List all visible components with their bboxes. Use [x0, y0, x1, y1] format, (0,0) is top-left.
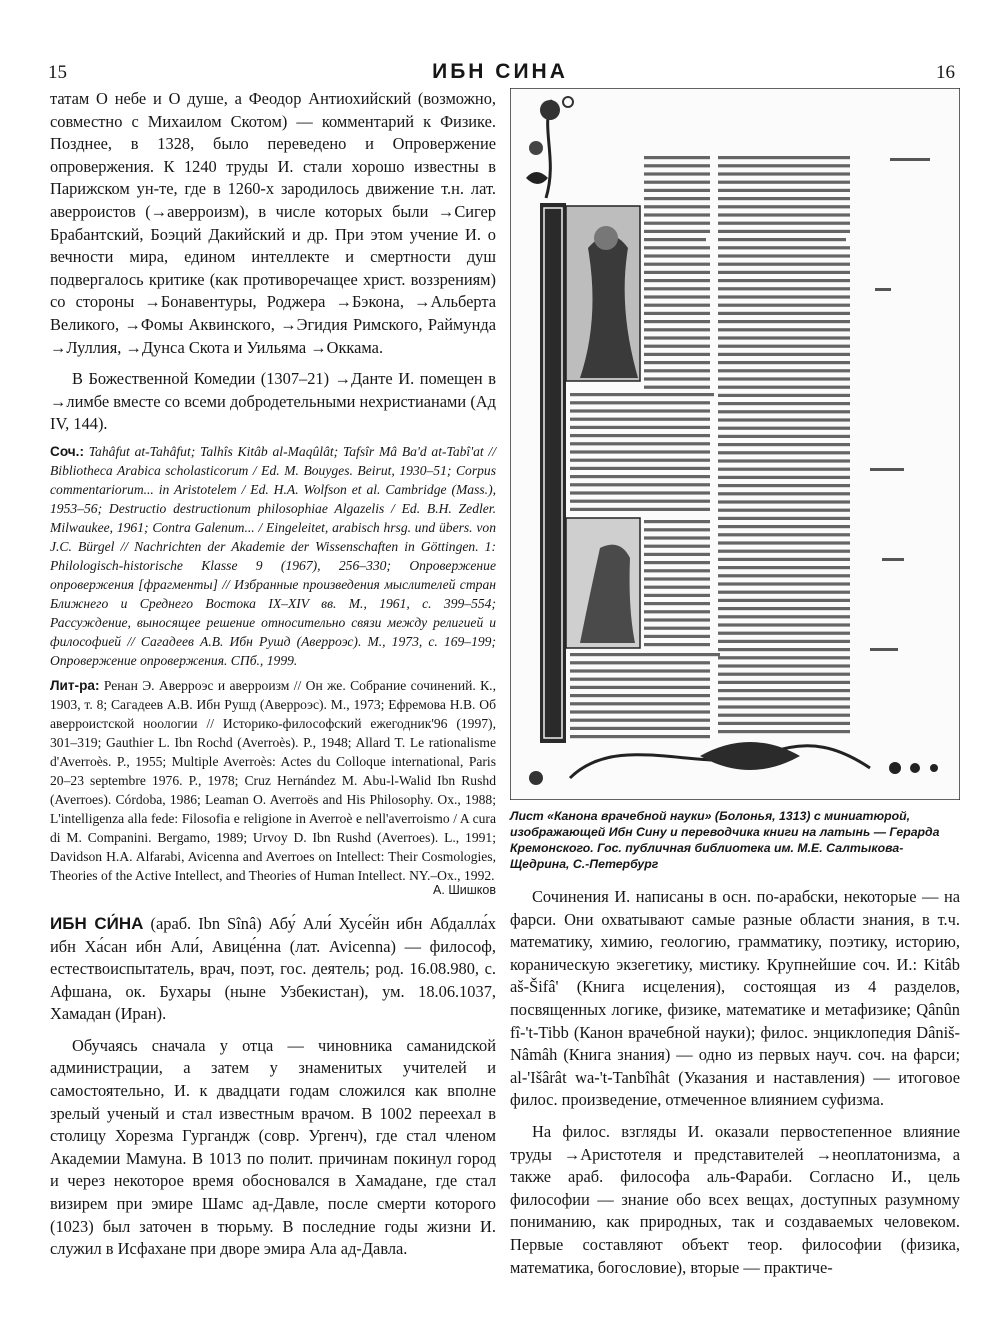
- running-head: ИБН СИНА: [432, 60, 568, 83]
- works-label: Соч.:: [50, 443, 84, 459]
- article-intro: [50, 913, 496, 1026]
- article-intro-text: (араб. Ibn Sînâ) Абу́ Али́ Хусе́йн ибн Абдалла́х ибн Ха́сан ибн Али́, Авице́нна (лат. Avicenna) — философ, естествоиспытатель, врач, поэт, гос. деятель; род. 16.08.980, с. Афшана, ок. Бухары (ныне Узбекистан), ум. 18.06.1037, Хамадан (Иран).: [50, 913, 496, 1024]
- paragraph: Сочинения И. написаны в осн. по-арабски, некоторые — на фарси. Они охватывают самые разные области знания, в т.ч. математику, химию, геологию, грамматику, поэтику, историю, кораническую экзегетику, мистику. Крупнейшие соч. И.: Kitâb aš-Šifâ' (Книга исцеления), состоящая из 4 разделов, посвященных логике, физике, математике и метафизике; Qânûn fî-'t-Tibb (Канон врачебной науки); филос. энциклопедия Dâniš-Nâmâh (Книга знания) — одно из первых науч. соч. на фарси; al-'Išârât wa-'t-Tanbîhât (Указания и наставления) — итоговое филос. произведение, отмеченное влиянием суфизма.: [510, 887, 960, 1110]
- page-number-left: 15: [48, 62, 67, 83]
- paragraph: На филос. взгляды И. оказали первостепенное влияние труды →Аристотеля и представителей →неоплатонизма, а также араб. философа аль-Фараби. Согласно И., цель философии — знание обо всех вещах, доступных разумному пониманию, как природных, так и создаваемых человеком. Первые составляют объект теор. философии (физика, математика, богословие), вторые — практиче-: [510, 1121, 960, 1277]
- paragraph: В Божественной Комедии (1307–21) →Данте И. помещен в →лимбе вместе со всеми добродетельными нехристианами (Ад IV, 144).: [50, 369, 496, 434]
- literature-list: [50, 676, 496, 885]
- left-column: [50, 88, 496, 1261]
- paragraph: татам О небе и О душе, а Феодор Антиохийский (возможно, совместно с Михаилом Скотом) — комментарий к Физике. Позднее, в 1328, было переведено и Опровержение опровержения. К 1240 труды И. стали хорошо известны в Парижском ун-те, где в 1260-х зародилось движение т.н. лат. аверроистов (→аверроизм), в числе которых были →Сигер Брабантский, Боэций Дакийский и др. При этом учение И. о вечности мира, едином интеллекте и смертности душ подвергалось критике (как противоречащее христ. воззрениям) со стороны →Бонавентуры, Роджера →Бэкона, →Альберта Великого, →Фомы Аквинского, →Эгидия Римского, Раймунда →Луллия, →Дунса Скота и Уильяма →Оккама.: [50, 89, 496, 357]
- works-text: Tahâfut at-Tahâfut; Talhîs Kitâb al-Maqûlât; Tafsîr Mâ Ba'd at-Tabî'at // Bibliotheca Arabica scholasticorum / Ed. M. Bouyges. Beirut, 1930–51; Corpus commentariorum... in Aristotelem / Ed. H.A. Wolfson et al. Cambridge (Mass.), 1953–56; Destructio destructionum philosophiae Algazelis / Ed. B.H. Zedler. Milwaukee, 1961; Contra Galenum... / Eingeleitet, arabisch hrsg. und übers. von J.C. Bürgel // Nachrichten der Akademie der Wissenschaften in Göttingen. 1: Philologisch-historische Klasse 9 (1967), 256–330; Опровержение опровержения [фрагменты] // Избранные произведения мыслителей стран Ближнего и Среднего Востока IX–XIV вв. М., 1961, с. 399–554; Рассуждение, выносящее решение относительно связи между религией и философией // Сагадеев А.В. Ибн Рушд (Аверроэс). М., 1973, с. 169–199; Опровержение опровержения. СПб., 1999.: [50, 443, 496, 668]
- works-list: [50, 442, 496, 670]
- article-headword: ИБН СИ́НА: [50, 913, 144, 933]
- article-author: А. Шишков: [433, 882, 496, 897]
- figure-caption: Лист «Канона врачебной науки» (Болонья, 1313) с миниатюрой, изображающей Ибн Сину и переводчика книги на латынь — Герарда Кремонского. Гос. публичная библиотека им. М.Е. Салтыкова-Щедрина, С.-Петербург: [510, 809, 940, 871]
- literature-label: Лит-ра:: [50, 677, 100, 693]
- manuscript-figure: [510, 88, 960, 800]
- right-column: [510, 88, 960, 1279]
- paragraph: Обучаясь сначала у отца — чиновника саманидской администрации, а затем у знаменитых учителей и самостоятельно, И. к двадцати годам сложился как вполне зрелый ученый и стал известным врачом. В 1002 переехал в столицу Хорезма Гургандж (совр. Ургенч), где стал членом Академии Мамуна. В 1013 по полит. причинам покинул город и через некоторое время обосновался в Хамадане, где стал визирем при эмире Шамс ад-Давле, после смерти которого (1023) был заточен в тюрьму. В последние годы жизни И. служил в Исфахане при дворе эмира Ала ад-Давла.: [50, 1035, 496, 1259]
- page-number-right: 16: [936, 62, 955, 83]
- literature-text: Ренан Э. Аверроэс и аверроизм // Он же. Собрание сочинений. К., 1903, т. 8; Сагадеев А.В. Ибн Рушд (Аверроэс). М., 1973; Ефремова Н.В. Об аверроистской ноологии // Историко-философский ежегодник'96 (1997), 301–319; Gauthier L. Ibn Rochd (Averroès). P., 1948; Allard T. Le rationalisme d'Averroès. P., 1955; Multiple Averroès: Actes du Colloque international, Paris 20–23 septembre 1976. P., 1978; Cruz Hernández M. Abu-l-Walid Ibn Rushd (Averroes). Córdoba, 1986; Leaman O. Averroës and His Philosophy. Ox., 1988; L'intelligenza alla fede: Filosofia e religione in Averroè e nell'averroismo / A cura di M. Companini. Bergamo, 1989; Urvoy D. Ibn Rushd (Averroes). L., 1991; Davidson H.A. Alfarabi, Avicenna and Averroes on Intellect: Their Cosmologies, Theories of the Active Intellect, and Theories of Human Intellect. NY.–Ox., 1992.: [50, 677, 496, 883]
- manuscript-page-illustration: [510, 88, 960, 800]
